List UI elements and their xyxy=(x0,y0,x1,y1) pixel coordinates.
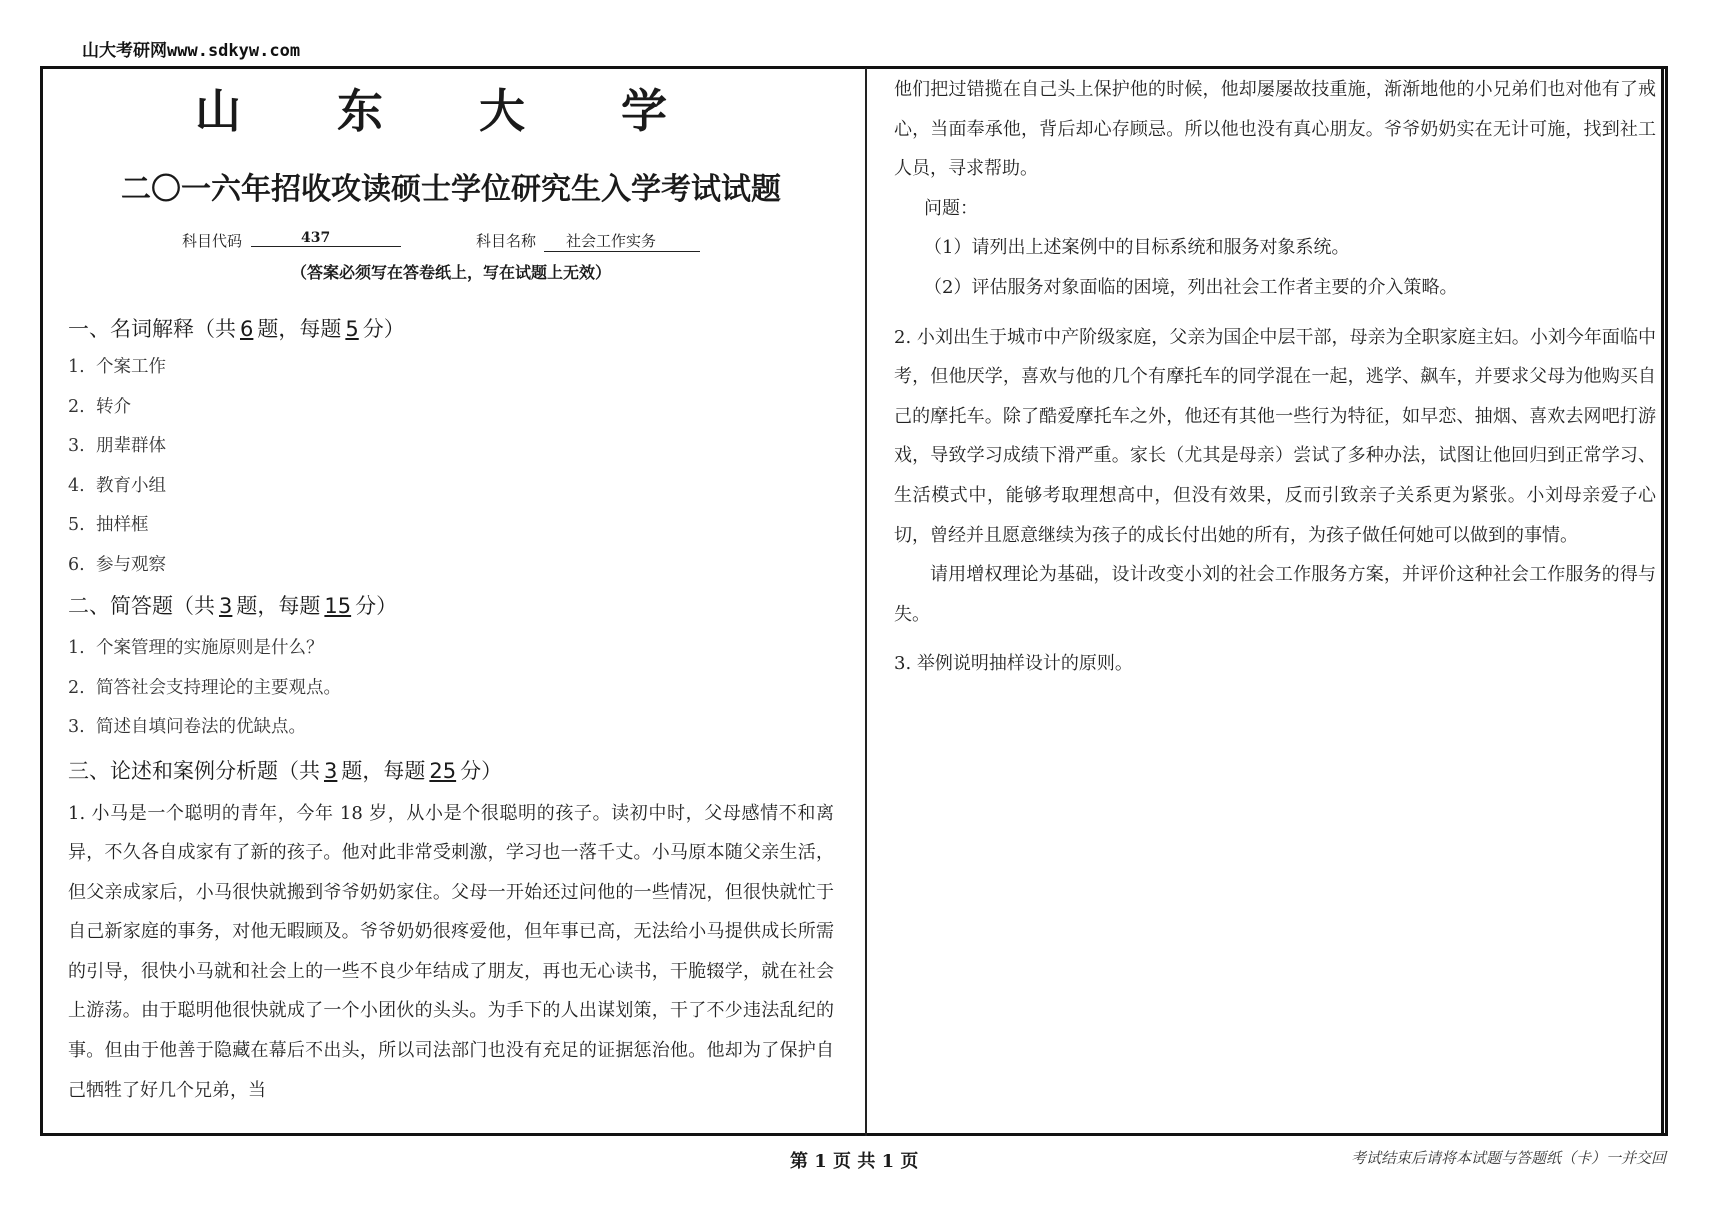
item-number: 5. xyxy=(68,515,85,535)
subject-code-label: 科目代码 xyxy=(182,232,243,250)
sub-question-2: （2）评估服务对象面临的困境，列出社会工作者主要的介入策略。 xyxy=(924,276,1458,298)
list-item xyxy=(68,669,834,709)
section2-heading xyxy=(68,587,834,625)
item-text: 抽样框 xyxy=(96,515,149,535)
watermark: 山大考研网www.sdkyw.com xyxy=(82,41,301,61)
list-item xyxy=(68,506,834,546)
case-study-2-task: 请用增权理论为基础，设计改变小刘的社会工作服务方案，并评价这种社会工作服务的得与失。 xyxy=(894,564,1656,625)
item-number: 1. xyxy=(68,357,85,377)
section3-points: 25 xyxy=(429,758,457,783)
item-number: 6. xyxy=(68,554,85,575)
item-number: 4. xyxy=(68,475,85,496)
item-text: 朋辈群体 xyxy=(96,436,166,456)
questions-label: 问题： xyxy=(924,197,978,219)
right-column xyxy=(894,70,1656,684)
item-text: 转介 xyxy=(96,396,131,417)
subject-line xyxy=(68,224,834,254)
section1-heading-suffix: 分） xyxy=(362,317,405,341)
item-text: 参与观察 xyxy=(96,554,166,575)
list-item xyxy=(68,708,834,748)
section3-heading xyxy=(68,752,834,790)
list-item xyxy=(68,427,834,467)
page-number: 第 1 页 共 1 页 xyxy=(790,1151,919,1172)
case-study-2-text: 2. 小刘出生于城市中产阶级家庭，父亲为国企中层干部，母亲为全职家庭主妇。小刘今年面临中考，但他厌学，喜欢与他的几个有摩托车的同学混在一起，逃学、飙车，并要求父母为他购买自己的摩托车。除了酷爱摩托车之外，他还有其他一些行为特征，如早恋、抽烟、喜欢去网吧打游戏，导致学习成绩下滑严重。家长（尤其是母亲）尝试了多种办法，试图让他回归到正常学习、生活模式中，能够考取理想高中，但没有效果，反而引致亲子关系更为紧张。小刘母亲爱子心切，曾经并且愿意继续为孩子的成长付出她的所有，为孩子做任何她可以做到的事情。 xyxy=(894,326,1656,546)
section2-count: 3 xyxy=(219,594,233,618)
section1-count: 6 xyxy=(240,317,254,341)
section3-count: 3 xyxy=(324,758,338,783)
section1-heading-prefix: 一、名词解释（共 xyxy=(68,317,236,341)
item-number: 3. xyxy=(68,717,85,737)
section3-heading-prefix: 三、论述和案例分析题（共 xyxy=(68,758,320,783)
item-text: 个案管理的实施原则是什么？ xyxy=(96,638,324,658)
list-item xyxy=(68,388,834,428)
section2-heading-mid: 题，每题 xyxy=(236,594,321,618)
university-name: 山 东 大 学 xyxy=(194,84,708,138)
list-item xyxy=(68,348,834,388)
item-text: 教育小组 xyxy=(96,475,166,496)
list-item xyxy=(68,629,834,669)
case-study-1-text: 1. 小马是一个聪明的青年，今年 18 岁，从小是个很聪明的孩子。读初中时，父母感情不和离异，不久各自成家有了新的孩子。他对此非常受刺激，学习也一落千丈。小马原本随父亲生活，但父亲成家后，小马很快就搬到爷爷奶奶家住。父母一开始还过问他的一些情况，但很快就忙于自己新家庭的事务，对他无暇顾及。爷爷奶奶很疼爱他，但年事已高，无法给小马提供成长所需的引导，很快小马就和社会上的一些不良少年结成了朋友，再也无心读书，干脆辍学，就在社会上游荡。由于聪明他很快就成了一个小团伙的头头。为手下的人出谋划策，干了不少违法乱纪的事。但由于他善于隐藏在幕后不出头，所以司法部门也没有充足的证据惩治他。他却为了保护自己牺牲了好几个兄弟，当 xyxy=(68,802,834,1101)
question-3-text: 3. 举例说明抽样设计的原则。 xyxy=(894,653,1133,675)
list-item xyxy=(68,546,834,586)
item-number: 2. xyxy=(68,677,85,698)
subject-name: 社会工作实务 xyxy=(544,230,700,252)
section2-list xyxy=(68,629,834,748)
section2-points: 15 xyxy=(324,594,352,618)
column-divider xyxy=(865,68,867,1136)
section2-heading-prefix: 二、简答题（共 xyxy=(68,594,215,618)
item-text: 简答社会支持理论的主要观点。 xyxy=(96,677,341,698)
section2-heading-suffix: 分） xyxy=(355,594,398,618)
item-text: 个案工作 xyxy=(96,357,166,377)
section3-heading-mid: 题，每题 xyxy=(341,758,426,783)
case-study-1-continued: 他们把过错揽在自己头上保护他的时候，他却屡屡故技重施，渐渐地他的小兄弟们也对他有了戒心，当面奉承他，背后却心存顾忌。所以他也没有真心朋友。爷爷奶奶实在无计可施，找到社工人员，寻求帮助。 xyxy=(894,79,1656,180)
section1-heading-mid: 题，每题 xyxy=(257,317,342,341)
sub-question-1: （1）请列出上述案例中的目标系统和服务对象系统。 xyxy=(924,237,1350,259)
section1-heading xyxy=(68,310,834,348)
section3-heading-suffix: 分） xyxy=(460,758,503,783)
item-number: 2. xyxy=(68,396,85,417)
item-number: 3. xyxy=(68,436,85,456)
answer-notice: （答案必须写在答卷纸上，写在试题上无效） xyxy=(290,263,611,282)
section1-list xyxy=(68,348,834,585)
subject-name-label: 科目名称 xyxy=(476,232,537,250)
return-note: 考试结束后请将本试题与答题纸（卡）一并交回 xyxy=(1350,1149,1666,1167)
exam-title: 二〇一六年招收攻读硕士学位研究生入学考试试题 xyxy=(121,172,781,207)
left-column xyxy=(68,78,834,1110)
section1-points: 5 xyxy=(345,317,359,341)
frame-right-edge xyxy=(1661,66,1664,1136)
item-number: 1. xyxy=(68,638,85,658)
list-item xyxy=(68,467,834,507)
item-text: 简述自填问卷法的优缺点。 xyxy=(96,717,306,737)
subject-code: 437 xyxy=(251,230,401,247)
